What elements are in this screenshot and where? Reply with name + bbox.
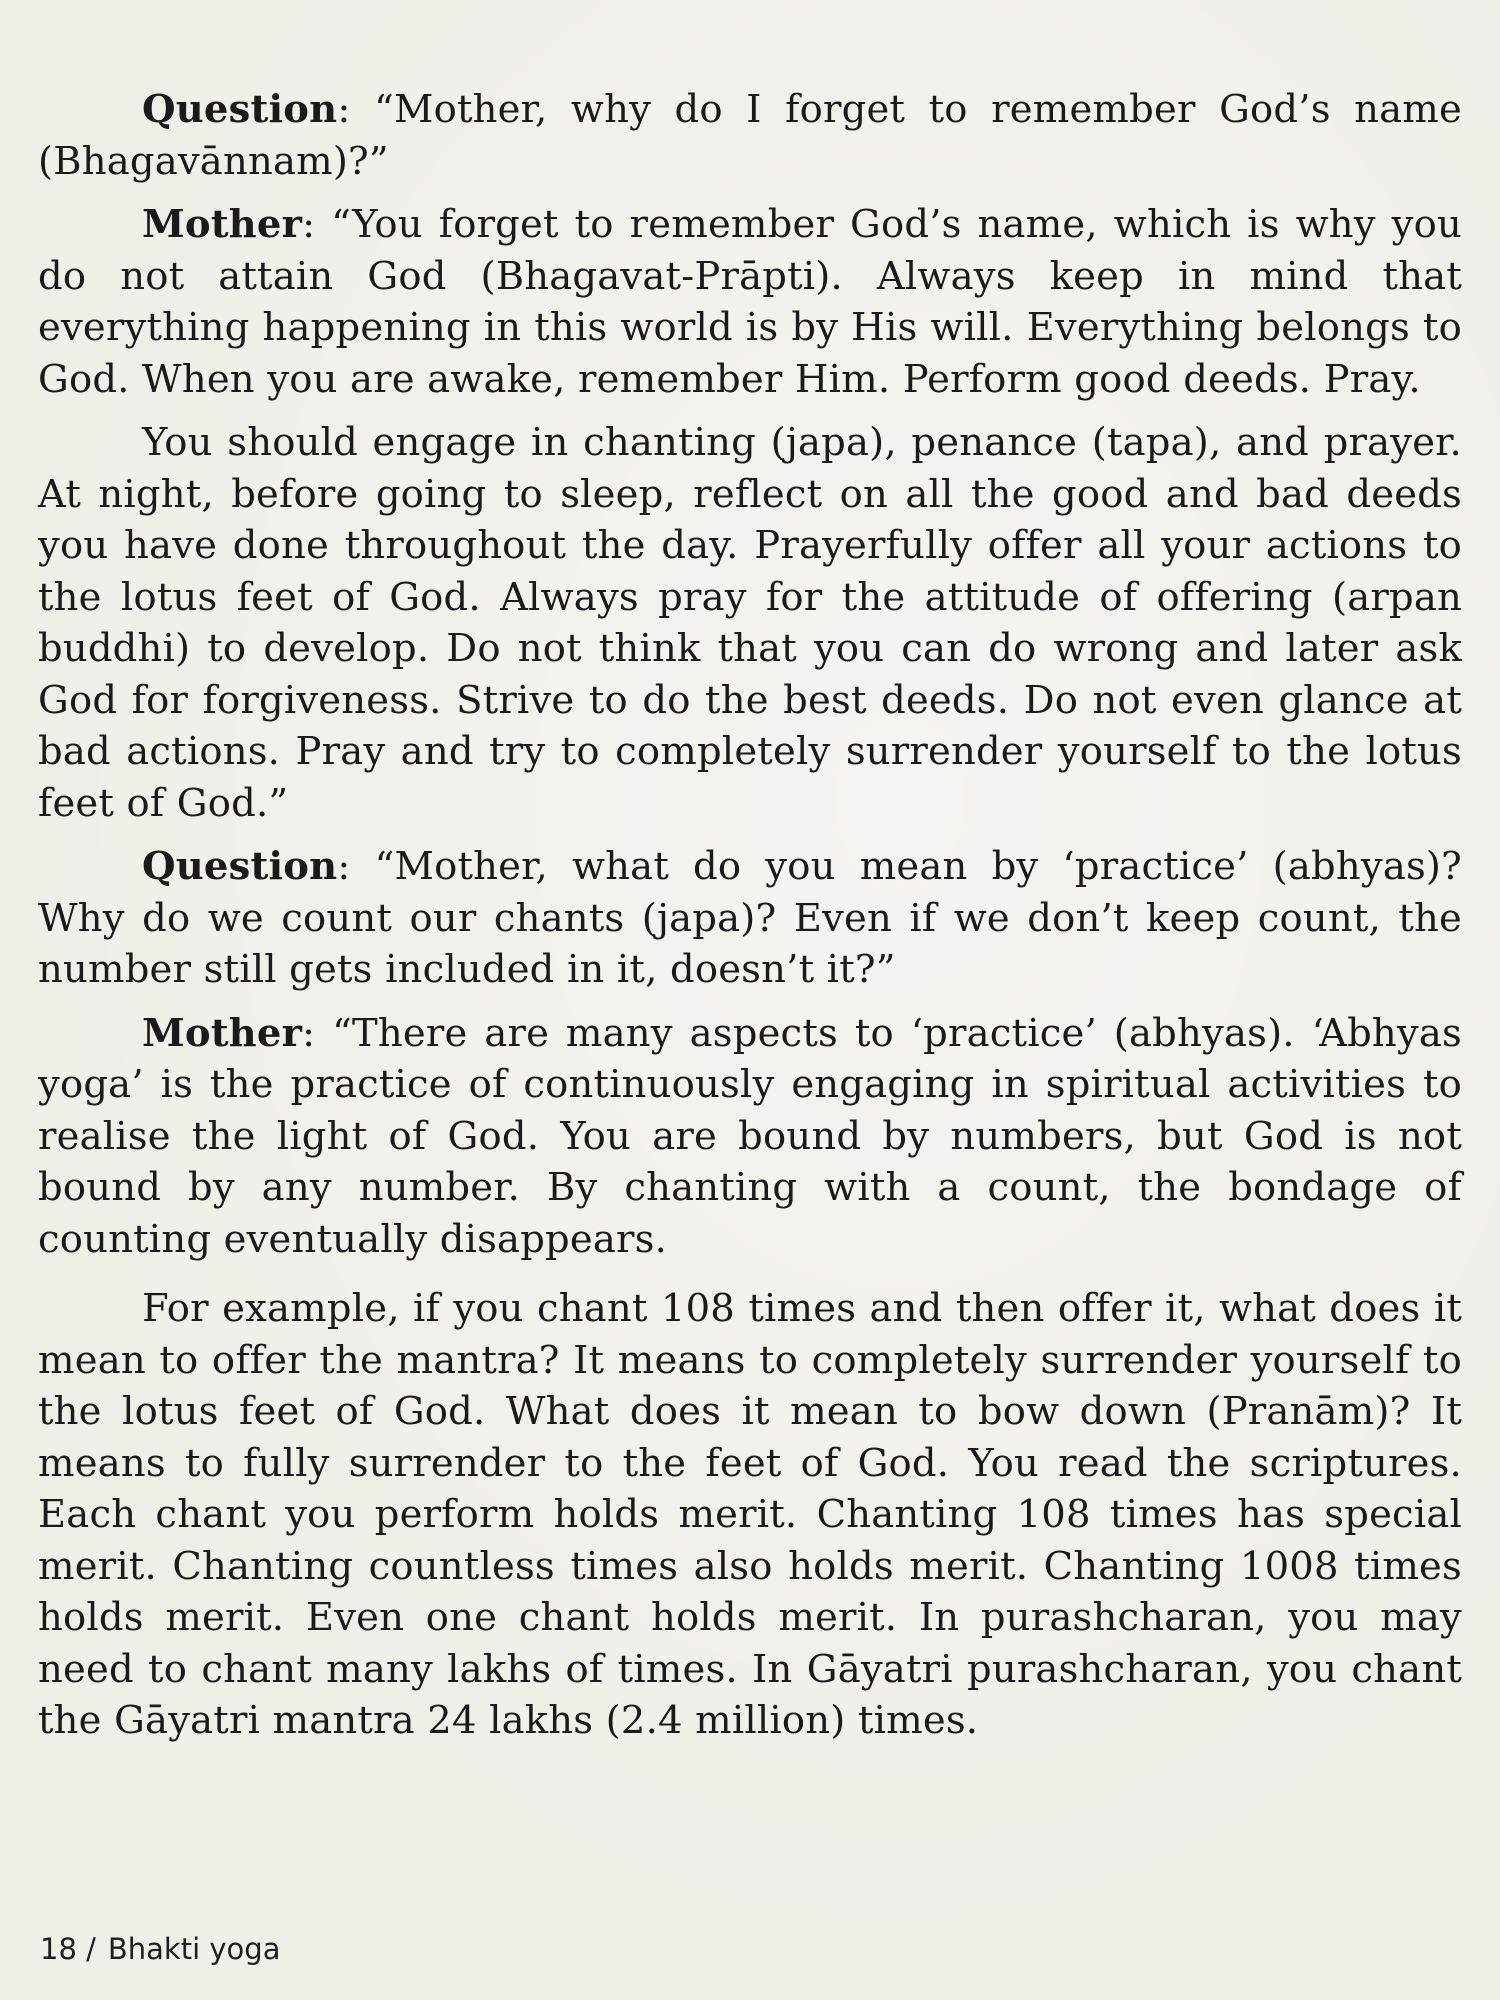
- speaker-label: Mother: [142, 1010, 303, 1056]
- page-number: 18 /: [40, 1932, 96, 1966]
- paragraph-question-1: [38, 84, 1462, 187]
- paragraph-text: : “Mother, why do I forget to remember God’s name (Bhagavānnam)?”: [38, 87, 1462, 184]
- book-title: Bhakti yoga: [107, 1932, 281, 1966]
- page-footer: [40, 1932, 280, 1966]
- paragraph-mother-2-continued: [38, 1283, 1462, 1747]
- paragraph-mother-2: [38, 1008, 1462, 1266]
- paragraph-mother-1: [38, 199, 1462, 405]
- paragraph-text: For example, if you chant 108 times and then offer it, what does it mean to offer the mantra? It means to completely surrender yourself to the lotus feet of God. What does it mean to bow down (Pranām)? It means to fully surrender to the feet of God. You read the scriptures. Each chant you perform holds merit. Chanting 108 times has special merit. Chanting countless times also holds merit. Chanting 1008 times holds merit. Even one chant holds merit. In purashcharan, you may need to chant many lakhs of times. In Gāyatri purashcharan, you chant the Gāyatri mantra 24 lakhs (2.4 million) times.: [38, 1286, 1462, 1743]
- speaker-label: Question: [142, 87, 338, 132]
- paragraph-text: : “You forget to remember God’s name, which is why you do not attain God (Bhagavat-Prāpti). Always keep in mind that everything happening in this world is by His will. Everything belongs to God. When you are awake, remember Him. Perform good deeds. Pray.: [38, 202, 1462, 402]
- paragraph-text: : “Mother, what do you mean by ‘practice’ (abhyas)? Why do we count our chants (japa)? Even if we don’t keep count, the number still gets included in it, doesn’t it?”: [38, 844, 1462, 992]
- paragraph-text: : “There are many aspects to ‘practice’ (abhyas). ‘Abhyas yoga’ is the practice of continuously engaging in spiritual activities to realise the light of God. You are bound by numbers, but God is not bound by any number. By chanting with a count, the bondage of counting eventually disappears.: [38, 1010, 1462, 1262]
- paragraph-question-2: [38, 841, 1462, 996]
- paragraph-text: You should engage in chanting (japa), penance (tapa), and prayer. At night, before going to sleep, reflect on all the good and bad deeds you have done throughout the day. Prayerfully offer all your actions to the lotus feet of God. Always pray for the attitude of offering (arpan buddhi) to develop. Do not think that you can do wrong and later ask God for forgiveness. Strive to do the best deeds. Do not even glance at bad actions. Pray and try to completely surrender yourself to the lotus feet of God.”: [38, 420, 1462, 826]
- speaker-label: Question: [142, 844, 338, 889]
- page-body-text: [38, 84, 1462, 1747]
- speaker-label: Mother: [142, 202, 303, 247]
- paragraph-mother-1-continued: [38, 417, 1462, 829]
